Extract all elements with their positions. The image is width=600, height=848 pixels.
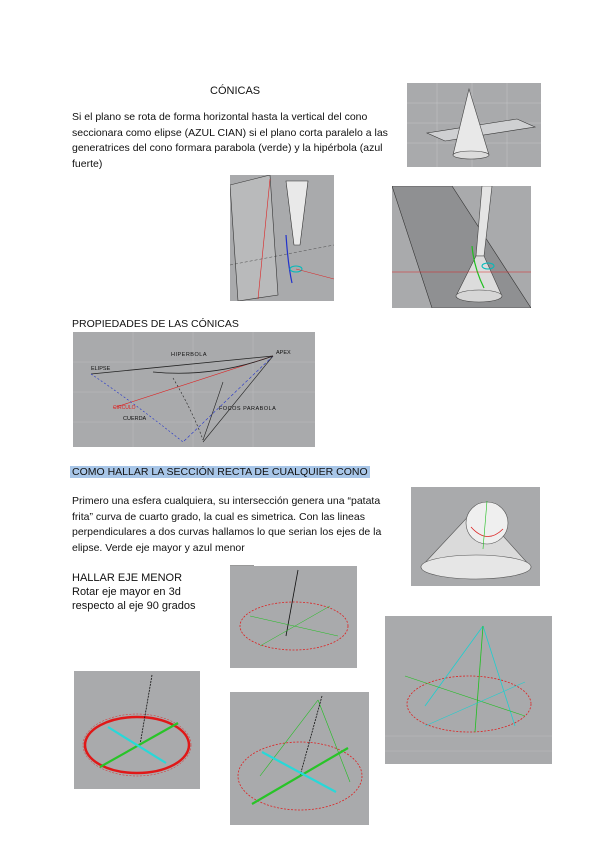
cone-axes-center-image xyxy=(230,692,369,825)
cone-slanted-plane-image xyxy=(392,186,531,308)
cone-vertical-plane-image xyxy=(230,175,334,301)
minor-axis-heading: HALLAR EJE MENOR xyxy=(72,572,183,584)
section-paragraph: Primero una esfera cualquiera, su intersección genera una “patata frita” curva de cuarto grado, la cual es simetrica. Con las lineas perpendiculares a dos curvas hallamos lo que serian los ejes de la elipse. Verde eje mayor y azul menor xyxy=(72,495,382,554)
minor-axis-step-1: Rotar eje mayor en 3d xyxy=(72,586,181,598)
page-title: CÓNICAS xyxy=(210,85,261,97)
cone-wireframe-right-image xyxy=(385,616,552,764)
section-heading-text: COMO HALLAR LA SECCIÓN RECTA DE CUALQUIER CONO xyxy=(72,466,368,478)
properties-heading: PROPIEDADES DE LAS CÓNICAS xyxy=(72,318,239,330)
minor-axis-step-2: respecto al eje 90 grados xyxy=(72,600,196,612)
ellipse-axes-left-image xyxy=(74,671,200,789)
label-cuerda: CUERDA xyxy=(123,416,147,422)
label-apex: APEX xyxy=(276,350,291,356)
conics-properties-diagram xyxy=(73,332,315,447)
label-parabola: FOCOS PARABOLA xyxy=(219,406,277,412)
section-heading xyxy=(70,465,370,480)
label-hiperbola: HIPERBOLA xyxy=(171,352,207,358)
cone-horizontal-plane-image xyxy=(407,83,541,167)
ellipse-axis-rotation-image xyxy=(230,566,357,668)
sphere-cone-image xyxy=(411,487,540,586)
label-elipse: ELIPSE xyxy=(91,366,111,372)
label-circulo: CIRCULO xyxy=(113,405,136,411)
intro-paragraph: Si el plano se rota de forma horizontal hasta la vertical del cono seccionara como elipse (AZUL CIAN) si el plano corta paralelo a las generatrices del cono formara parabola (verde) y la hipérbola (azul fuerte) xyxy=(72,111,388,170)
